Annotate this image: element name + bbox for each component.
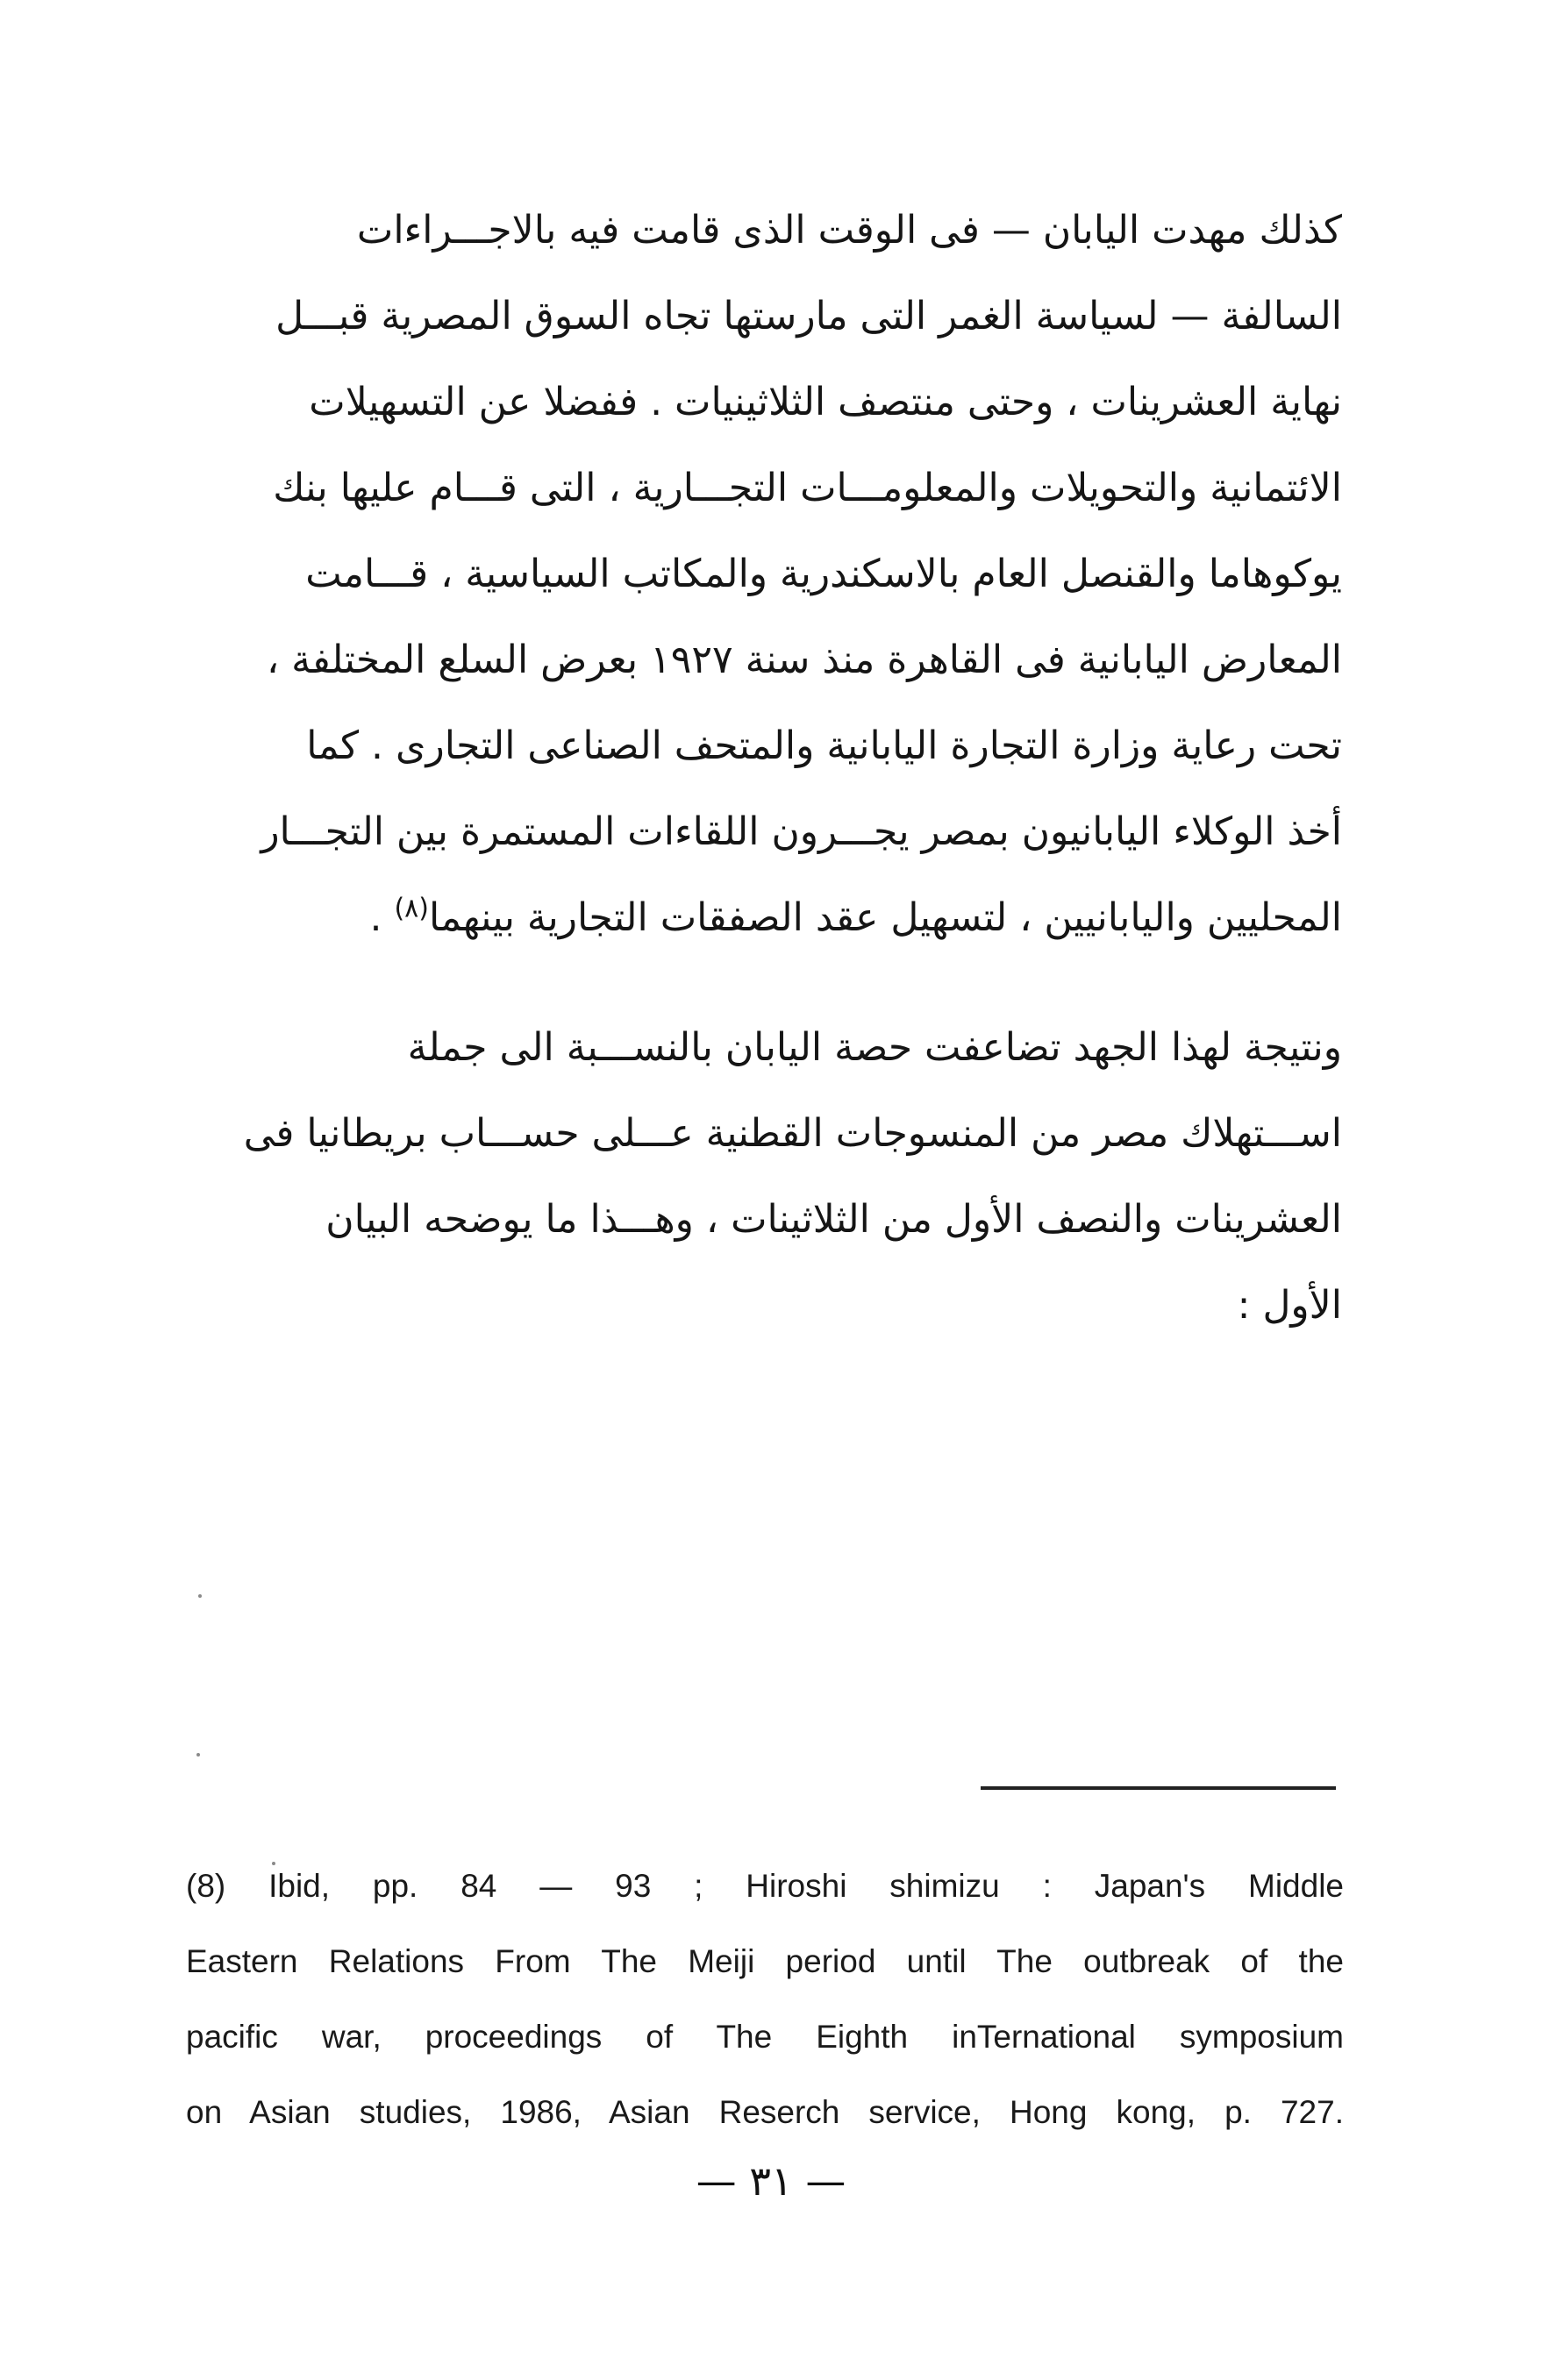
footnote-line: Eastern Relations From The Meiji period until The outbreak of the bbox=[186, 1943, 1344, 1979]
footnote-line: on Asian studies, 1986, Asian Reserch service, Hong kong, p. 727. bbox=[186, 2094, 1344, 2130]
paragraph-line: السالفة — لسياسة الغمر التى مارستها تجاه السوق المصرية قبـــل bbox=[275, 294, 1342, 338]
paragraph-line: اســـتهلاك مصر من المنسوجات القطنية عـــلى حســـاب بريطانيا فى bbox=[243, 1111, 1342, 1156]
paragraph-line: كذلك مهدت اليابان — فى الوقت الذى قامت فيه بالاجـــراءات bbox=[356, 208, 1342, 253]
paragraph-line: الأول : bbox=[1237, 1283, 1342, 1328]
footnote-line: pacific war, proceedings of The Eighth inTernational symposium bbox=[186, 2019, 1344, 2055]
paragraph-line-text: المحليين واليابانيين ، لتسهيل عقد الصفقات التجارية بينهما bbox=[429, 895, 1342, 940]
paragraph-line: تحت رعاية وزارة التجارة اليابانية والمتحف الصناعى التجارى . كما bbox=[306, 723, 1342, 768]
paragraph-line: ونتيجة لهذا الجهد تضاعفت حصة اليابان بالنســـبة الى جملة bbox=[407, 1025, 1342, 1070]
paragraph-line: أخذ الوكلاء اليابانيون بمصر يجـــرون اللقاءات المستمرة بين التجـــار bbox=[261, 809, 1342, 854]
paragraph-2 bbox=[243, 1005, 1342, 1349]
end-mark: . bbox=[369, 895, 382, 940]
paragraph-line: نهاية العشرينات ، وحتى منتصف الثلاثينيات . ففضلا عن التسهيلات bbox=[309, 380, 1342, 424]
paragraph-line: الائتمانية والتحويلات والمعلومـــات التجـــارية ، التى قـــام عليها بنك bbox=[273, 466, 1342, 510]
paragraph-line: يوكوهاما والقنصل العام بالاسكندرية والمكاتب السياسية ، قـــامت bbox=[305, 552, 1342, 596]
paragraph-line: المعارض اليابانية فى القاهرة منذ سنة ١٩٢٧ بعرض السلع المختلفة ، bbox=[266, 638, 1342, 682]
paragraph-1 bbox=[263, 188, 1342, 961]
footnote-reference[interactable]: (٨) bbox=[394, 893, 430, 924]
footnote-separator bbox=[981, 1786, 1336, 1790]
paragraph-last-line bbox=[263, 875, 1342, 961]
footnote-line: (8) Ibid, pp. 84 — 93 ; Hiroshi shimizu : Japan's Middle bbox=[186, 1868, 1344, 1904]
scan-speck bbox=[198, 1594, 202, 1598]
paragraph-line: العشرينات والنصف الأول من الثلاثينات ، وهـــذا ما يوضحه البيان bbox=[325, 1197, 1342, 1242]
footnote bbox=[186, 1849, 1344, 2150]
scan-speck bbox=[196, 1753, 200, 1756]
page-number: — ٣١ — bbox=[696, 2157, 846, 2205]
